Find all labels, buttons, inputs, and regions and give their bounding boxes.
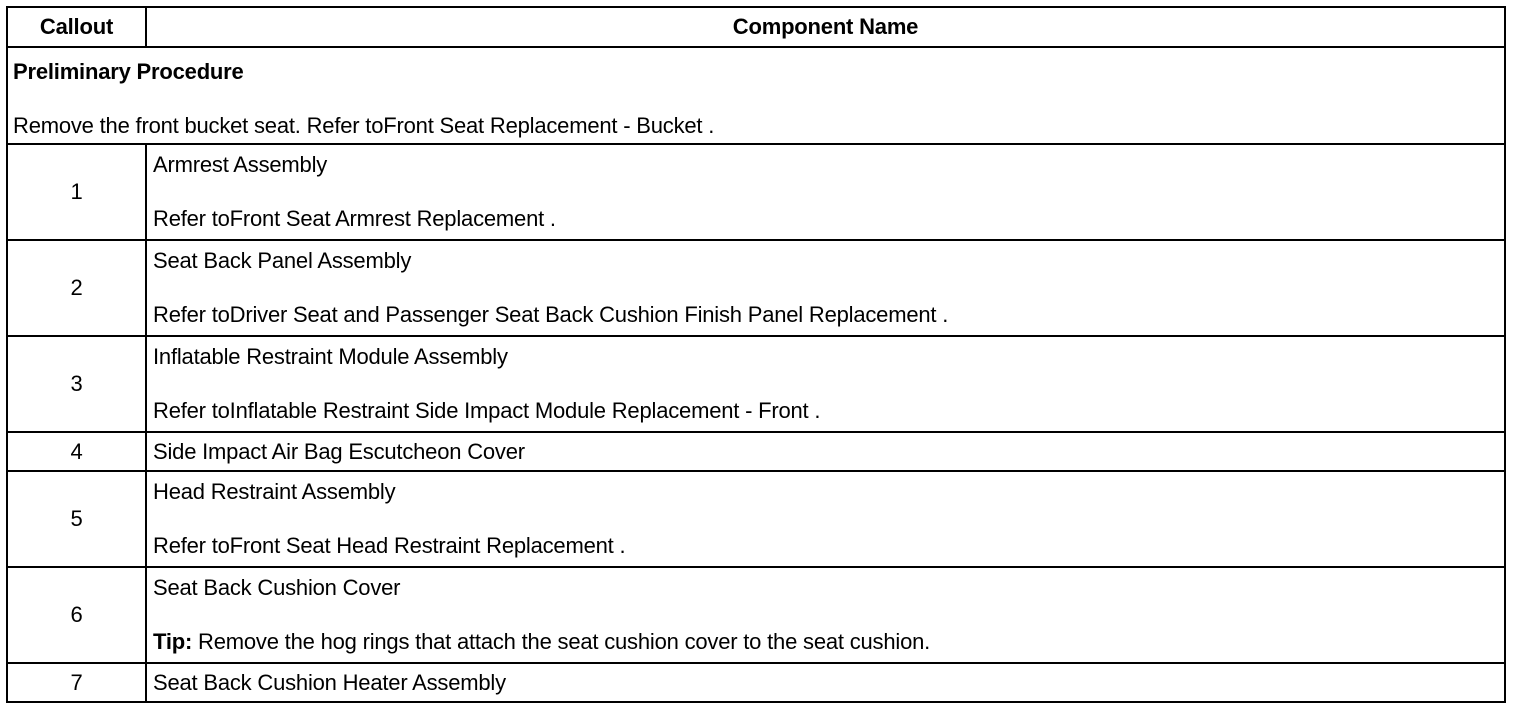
component-cell bbox=[146, 471, 1505, 567]
component-name: Seat Back Panel Assembly bbox=[153, 248, 412, 273]
table-row bbox=[7, 471, 1505, 567]
component-name: Armrest Assembly bbox=[153, 152, 328, 177]
component-cell bbox=[146, 663, 1505, 702]
component-name: Seat Back Cushion Cover bbox=[153, 575, 401, 600]
callout-cell: 4 bbox=[7, 432, 146, 471]
header-callout: Callout bbox=[7, 7, 146, 47]
component-cell bbox=[146, 336, 1505, 432]
callout-cell: 5 bbox=[7, 471, 146, 567]
component-name: Side Impact Air Bag Escutcheon Cover bbox=[153, 438, 525, 464]
table-row bbox=[7, 144, 1505, 240]
component-note: Refer toDriver Seat and Passenger Seat Back Cushion Finish Panel Replacement . bbox=[153, 302, 949, 327]
preliminary-row bbox=[7, 47, 1505, 144]
component-cell bbox=[146, 567, 1505, 663]
component-note: Refer toFront Seat Head Restraint Replacement . bbox=[153, 533, 626, 558]
table-row bbox=[7, 432, 1505, 471]
preliminary-title: Preliminary Procedure bbox=[13, 59, 244, 84]
callout-cell: 1 bbox=[7, 144, 146, 240]
component-name: Head Restraint Assembly bbox=[153, 479, 396, 504]
tip-line bbox=[153, 628, 1504, 656]
callout-cell: 3 bbox=[7, 336, 146, 432]
preliminary-text: Remove the front bucket seat. Refer toFront Seat Replacement - Bucket . bbox=[13, 113, 715, 138]
component-note: Refer toInflatable Restraint Side Impact Module Replacement - Front . bbox=[153, 398, 821, 423]
table-row bbox=[7, 240, 1505, 336]
component-name: Inflatable Restraint Module Assembly bbox=[153, 344, 508, 369]
callout-cell: 7 bbox=[7, 663, 146, 702]
callout-cell: 6 bbox=[7, 567, 146, 663]
component-name: Seat Back Cushion Heater Assembly bbox=[153, 669, 506, 695]
table-row bbox=[7, 663, 1505, 702]
component-cell bbox=[146, 144, 1505, 240]
component-cell bbox=[146, 432, 1505, 471]
component-table bbox=[6, 6, 1506, 703]
header-component-name: Component Name bbox=[146, 7, 1505, 47]
table-header-row bbox=[7, 7, 1505, 47]
tip-text: Remove the hog rings that attach the seat cushion cover to the seat cushion. bbox=[192, 629, 931, 654]
component-cell bbox=[146, 240, 1505, 336]
component-note: Refer toFront Seat Armrest Replacement . bbox=[153, 206, 556, 231]
callout-cell: 2 bbox=[7, 240, 146, 336]
table-row bbox=[7, 567, 1505, 663]
table-row bbox=[7, 336, 1505, 432]
preliminary-cell bbox=[7, 47, 1505, 144]
tip-label: Tip: bbox=[153, 629, 193, 654]
